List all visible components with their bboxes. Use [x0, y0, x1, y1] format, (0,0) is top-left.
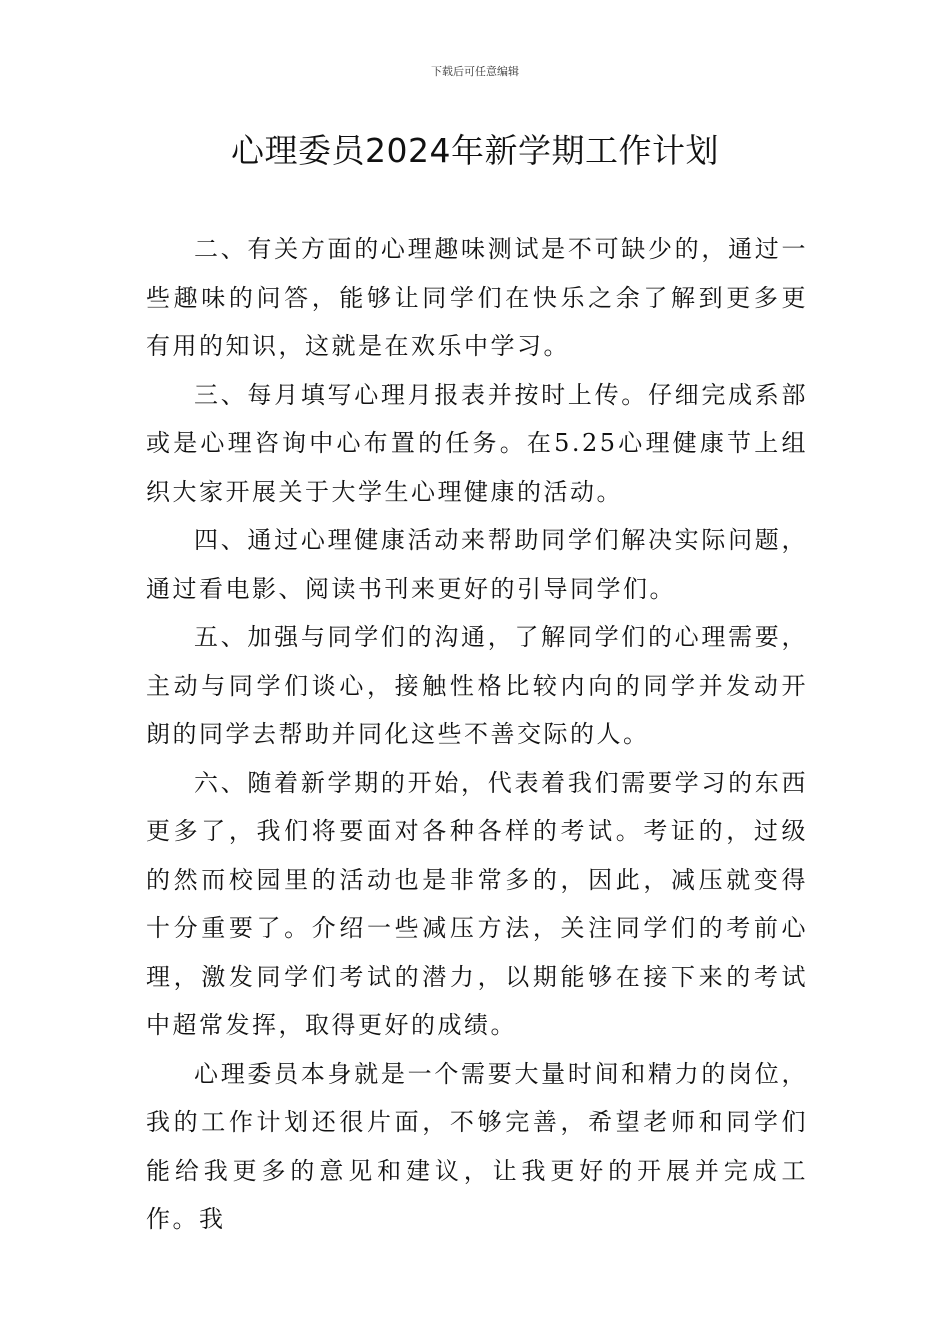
paragraph-item-4: 四、通过心理健康活动来帮助同学们解决实际问题，通过看电影、阅读书刊来更好的引导同学们。	[146, 526, 808, 603]
document-body	[146, 225, 808, 1244]
paragraph-closing: 心理委员本身就是一个需要大量时间和精力的岗位，我的工作计划还很片面，不够完善，希望老师和同学们能给我更多的意见和建议，让我更好的开展并完成工作。我	[146, 1059, 808, 1233]
header-note: 下载后可任意编辑	[431, 65, 519, 78]
paragraph-item-5: 五、加强与同学们的沟通，了解同学们的心理需要，主动与同学们谈心，接触性格比较内向的同学并发动开朗的同学去帮助并同化这些不善交际的人。	[146, 623, 808, 748]
paragraph-item-3: 三、每月填写心理月报表并按时上传。仔细完成系部或是心理咨询中心布置的任务。在5.25心理健康节上组织大家开展关于大学生心理健康的活动。	[146, 380, 808, 506]
paragraph-item-2: 二、有关方面的心理趣味测试是不可缺少的，通过一些趣味的问答，能够让同学们在快乐之余了解到更多更有用的知识，这就是在欢乐中学习。	[146, 235, 808, 360]
document-title: 心理委员2024年新学期工作计划	[231, 131, 719, 170]
paragraph-item-6: 六、随着新学期的开始，代表着我们需要学习的东西更多了，我们将要面对各种各样的考试。考证的，过级的然而校园里的活动也是非常多的，因此，减压就变得十分重要了。介绍一些减压方法，关注同学们的考前心理，激发同学们考试的潜力，以期能够在接下来的考试中超常发挥，取得更好的成绩。	[146, 768, 808, 1039]
